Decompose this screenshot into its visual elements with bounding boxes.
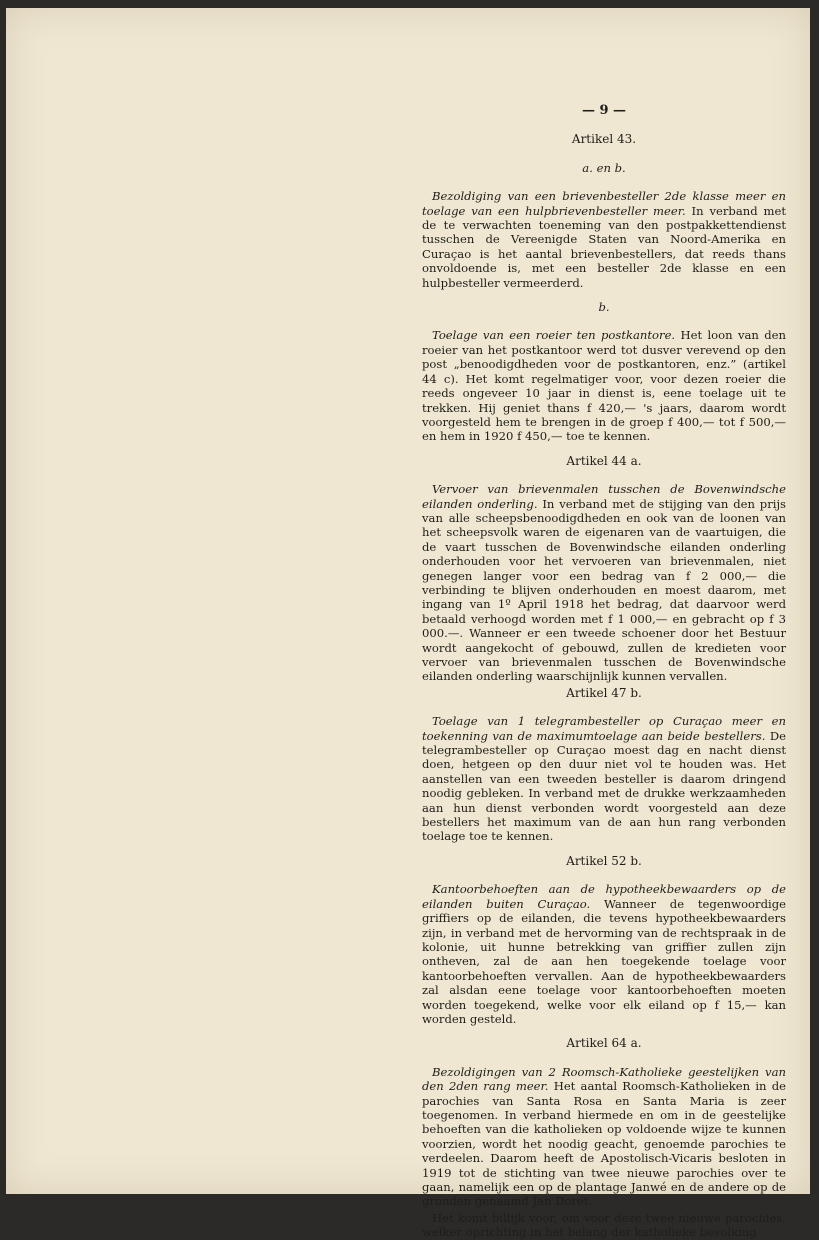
article-subheading: b. <box>598 300 610 315</box>
article-paragraph <box>422 1065 786 1209</box>
article-heading: Artikel 52 b. <box>566 853 642 868</box>
article-paragraph <box>422 482 786 684</box>
article-paragraph-continued: Het komt billijk voor, om voor deze twee nieuwe parochies, welker oprichting in het belang der katholieke bevolking <box>422 1210 786 1240</box>
article-paragraph <box>422 189 786 290</box>
paragraph-title: Vervoer van brievenmalen tusschen de Bovenwindsche eilanden onderling. <box>422 482 786 511</box>
article-heading: Artikel 44 a. <box>566 453 642 468</box>
document-page <box>6 8 810 1240</box>
article-heading: Artikel 47 b. <box>566 685 642 700</box>
article-heading: Artikel 64 a. <box>566 1036 642 1051</box>
paragraph-body: In verband met de te verwachten toeneming van den postpakkettendienst tusschen de Vereenigde Staten van Noord-Amerika en Curaçao is het aantal brievenbestellers, dat reeds thans onvoldoende is, met een besteller 2de klasse en een hulpbesteller vermeerderd. <box>422 203 787 290</box>
text-column <box>422 104 786 1240</box>
article-paragraph <box>422 328 786 443</box>
paragraph-title: Toelage van een roeier ten postkantore. <box>432 328 676 343</box>
page-number: — 9 — <box>581 103 627 118</box>
paragraph-title: Bezoldiging van een brievenbesteller 2de klasse meer en toelage van een hulpbrievenbesteller meer. <box>422 189 786 218</box>
paragraph-body: De telegrambesteller op Curaçao moest dag en nacht dienst doen, hetgeen op den duur niet vol te houden was. Het aanstellen van een tweeden besteller is daarom dringend noodig gebleken. In verband met de drukke werkzaamheden aan hun dienst verbonden wordt voorgesteld aan deze bestellers het maximum van de aan hun rang verbonden toelage toe te kennen. <box>422 728 786 844</box>
paragraph-body: Wanneer de tegenwoordige griffiers op de eilanden, die tevens hypotheekbewaarders zijn, in verband met de hervorming van de rechtspraak in de kolonie, uit hunne betrekking van griffier zullen zijn ontheven, zal de aan hen toegekende toelage voor kantoorbehoeften vervallen. Aan de hypotheekbewaarders zal alsdan eene toelage voor kantoorbehoeften moeten worden toegekend, welke voor elk eiland op f 15,— kan worden gesteld. <box>422 896 786 1026</box>
paragraph-body: Het aantal Roomsch-Katholieken in de parochies van Santa Rosa en Santa Maria is zeer toegenomen. In verband hiermede en om in de geestelijke behoeften van die katholieken op voldoende wijze te kunnen voorzien, wordt het noodig geacht, genoemde parochies te verdeelen. Daarom heeft de Apostolisch-Vicaris besloten in 1919 tot de stichting van twee nieuwe parochies over te gaan, namelijk een op de plantage Janwé en de andere op de gronden genaamd Jan Doret. <box>422 1079 786 1209</box>
article-heading: Artikel 43. <box>571 132 637 147</box>
paragraph-title: Kantoorbehoeften aan de hypotheekbewaarders op de eilanden buiten Curaçao. <box>422 882 786 911</box>
paragraph-title: Toelage van 1 telegrambesteller op Curaçao meer en toekenning van de maximumtoelage aan beide bestellers. <box>422 714 786 743</box>
paragraph-body: Het loon van den roeier van het postkantoor werd tot dusver verevend op den post „benoodigdheden voor de postkantoren, enz.” (artikel 44 c). Het komt regelmatiger voor, voor dezen roeier die reeds ongeveer 10 jaar in dienst is, eene toelage uit te trekken. Hij geniet thans f 420,— 's jaars, daarom wordt voorgesteld hem te brengen in de groep f 400,— tot f 500,— en hem in 1920 f 450,— toe te kennen. <box>422 328 787 444</box>
article-paragraph <box>422 882 786 1026</box>
article-paragraph <box>422 714 786 844</box>
article-subheading: a. en b. <box>582 160 626 175</box>
paragraph-title: Bezoldigingen van 2 Roomsch-Katholieke geestelijken van den 2den rang meer. <box>422 1064 786 1094</box>
paragraph-body: In verband met de stijging van den prijs van alle scheepsbenoodigdheden en ook van de loonen van het scheepsvolk waren de eigenaren van de vaartuigen, die de vaart tusschen de Bovenwindsche eilanden onderling onderhouden voor het vervoeren van brievenmalen, niet genegen langer voor een bedrag van f 2 000,— die verbinding te blijven onderhouden en moest daarom, met ingang van 1º April 1918 het bedrag, dat daarvoor werd betaald verhoogd worden met f 1 000,— en gebracht op f 3 000.—. Wanneer er een tweede schoener door het Bestuur wordt aangekocht of gebouwd, zullen de kredieten voor vervoer van brievenmalen tusschen de Bovenwindsche eilanden onderling waarschijnlijk kunnen vervallen. <box>422 496 786 684</box>
